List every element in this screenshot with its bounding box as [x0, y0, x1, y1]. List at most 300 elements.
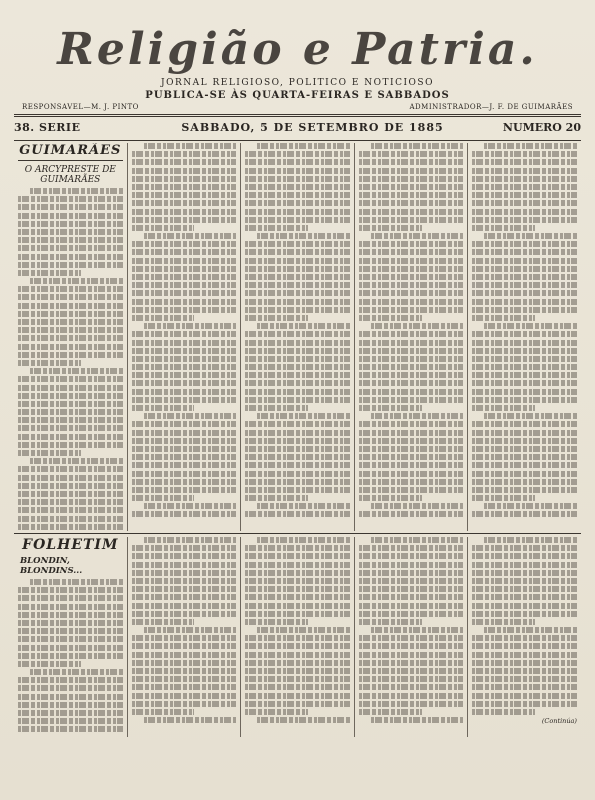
text-line [245, 168, 350, 174]
text-line [132, 225, 195, 231]
text-line [144, 537, 237, 543]
text-line [245, 676, 350, 682]
text-line [359, 274, 464, 280]
text-line [257, 717, 350, 723]
text-line [132, 331, 237, 337]
text-line [132, 693, 237, 699]
text-line [245, 511, 350, 517]
text-line [245, 200, 350, 206]
text-line [472, 586, 577, 592]
text-line [472, 380, 577, 386]
text-line [245, 693, 350, 699]
text-line [484, 537, 577, 543]
text-line [359, 479, 464, 485]
text-line [371, 143, 464, 149]
text-line [472, 299, 577, 305]
text-line [257, 323, 350, 329]
text-line [18, 262, 123, 268]
text-line [472, 643, 577, 649]
text-line [359, 454, 464, 460]
text-line [18, 466, 123, 472]
text-line [359, 184, 464, 190]
text-line [132, 570, 237, 576]
text-line [472, 668, 577, 674]
text-line [359, 258, 464, 264]
publication-schedule: PUBLICA-SE ÀS QUARTA-FEIRAS E SABBADOS [145, 90, 450, 101]
text-line [359, 225, 422, 231]
text-line [245, 372, 350, 378]
text-line [359, 709, 422, 715]
text-line [30, 188, 123, 194]
text-line [359, 217, 464, 223]
text-line [472, 619, 535, 625]
text-line [132, 348, 237, 354]
text-line [18, 254, 123, 260]
text-line [132, 545, 237, 551]
text-line [18, 196, 123, 202]
feuilleton-body-1 [18, 579, 123, 732]
text-line [371, 627, 464, 633]
text-line [132, 553, 237, 559]
text-line [132, 307, 237, 313]
text-line [359, 421, 464, 427]
text-line [18, 499, 123, 505]
text-line [371, 233, 464, 239]
text-line [472, 660, 577, 666]
text-line [245, 578, 350, 584]
text-line [18, 483, 123, 489]
text-line [472, 570, 577, 576]
text-line [245, 348, 350, 354]
text-line [30, 458, 123, 464]
text-line [144, 717, 237, 723]
text-line [359, 159, 464, 165]
text-line [18, 335, 123, 341]
section-heading-local: GUIMARÃES [18, 143, 123, 161]
text-line [371, 413, 464, 419]
feuilleton-body-5 [472, 537, 577, 715]
issue-rule [14, 140, 581, 141]
text-line [359, 380, 464, 386]
text-line [132, 184, 237, 190]
text-line [245, 652, 350, 658]
text-line [484, 413, 577, 419]
text-line [18, 434, 123, 440]
text-line [359, 151, 464, 157]
text-line [144, 627, 237, 633]
text-line [245, 562, 350, 568]
text-line [472, 438, 577, 444]
text-line [359, 372, 464, 378]
text-line [359, 660, 464, 666]
text-line [132, 471, 237, 477]
column-1 [14, 143, 127, 531]
text-line [18, 393, 123, 399]
text-line [359, 553, 464, 559]
article-body-5 [472, 143, 577, 517]
newspaper-subtitle: JORNAL RELIGIOSO, POLITICO E NOTICIOSO [161, 78, 434, 88]
text-line [18, 204, 123, 210]
text-line [132, 340, 237, 346]
text-line [484, 503, 577, 509]
text-line [472, 454, 577, 460]
text-line [245, 487, 350, 493]
text-line [472, 168, 577, 174]
text-line [245, 397, 350, 403]
text-line [359, 594, 464, 600]
text-line [359, 430, 464, 436]
text-line [472, 266, 577, 272]
text-line [472, 511, 577, 517]
text-line [18, 612, 123, 618]
text-line [132, 200, 237, 206]
text-line [18, 417, 123, 423]
article-body-2 [132, 143, 237, 517]
text-line [18, 221, 123, 227]
text-line [245, 446, 350, 452]
issue-serie: 38. SERIE [14, 120, 81, 134]
text-line [359, 331, 464, 337]
text-line [472, 487, 577, 493]
text-line [18, 401, 123, 407]
text-line [245, 430, 350, 436]
issue-bar [14, 117, 581, 137]
text-line [472, 562, 577, 568]
text-line [359, 619, 422, 625]
text-line [245, 611, 350, 617]
text-line [359, 495, 422, 501]
text-line [132, 462, 237, 468]
text-line [18, 604, 123, 610]
text-line [472, 462, 577, 468]
text-line [245, 299, 350, 305]
text-line [245, 635, 350, 641]
text-line [472, 693, 577, 699]
masthead-rule [14, 114, 581, 115]
text-line [18, 385, 123, 391]
text-line [132, 356, 237, 362]
text-line [245, 553, 350, 559]
text-line [132, 562, 237, 568]
text-line [245, 290, 350, 296]
text-line [132, 438, 237, 444]
text-line [359, 356, 464, 362]
text-line [132, 594, 237, 600]
text-line [359, 200, 464, 206]
text-line [18, 491, 123, 497]
text-line [132, 364, 237, 370]
text-line [18, 311, 123, 317]
text-line [18, 645, 123, 651]
text-line [359, 364, 464, 370]
text-line [472, 684, 577, 690]
text-line [132, 430, 237, 436]
text-line [18, 653, 123, 659]
administrator: ADMINISTRADOR—J. F. DE GUIMARÃES [409, 103, 573, 111]
text-line [18, 245, 123, 251]
text-line [472, 553, 577, 559]
text-line [359, 266, 464, 272]
text-line [472, 151, 577, 157]
text-line [245, 209, 350, 215]
text-line [472, 274, 577, 280]
text-line [18, 286, 123, 292]
text-line [245, 356, 350, 362]
text-line [132, 635, 237, 641]
text-line [132, 258, 237, 264]
article-body-4 [359, 143, 464, 517]
text-line [472, 307, 577, 313]
text-line [359, 545, 464, 551]
text-line [18, 352, 123, 358]
newspaper-title: Religião e Patria. [57, 24, 538, 75]
text-line [359, 693, 464, 699]
text-line [30, 368, 123, 374]
text-line [245, 701, 350, 707]
text-line [245, 421, 350, 427]
feuilleton-body-2 [132, 537, 237, 723]
text-line [132, 479, 237, 485]
text-line [245, 241, 350, 247]
text-line [144, 323, 237, 329]
text-line [132, 446, 237, 452]
text-line [132, 282, 237, 288]
text-line [132, 168, 237, 174]
text-line [472, 209, 577, 215]
text-line [144, 143, 237, 149]
staff-row [14, 103, 581, 111]
text-line [472, 603, 577, 609]
text-line [132, 266, 237, 272]
masthead [14, 24, 581, 111]
text-line [472, 611, 577, 617]
text-line [18, 409, 123, 415]
text-line [18, 327, 123, 333]
text-line [18, 237, 123, 243]
text-line [18, 344, 123, 350]
text-line [359, 192, 464, 198]
text-line [245, 479, 350, 485]
feuilleton-heading: FOLHETIM [22, 537, 119, 553]
upper-columns [14, 143, 581, 531]
text-line [359, 578, 464, 584]
text-line [18, 425, 123, 431]
text-line [472, 241, 577, 247]
text-line [359, 462, 464, 468]
text-line [472, 389, 577, 395]
column-3 [240, 143, 354, 531]
text-line [132, 405, 195, 411]
text-line [359, 611, 464, 617]
text-line [132, 274, 237, 280]
text-line [144, 233, 237, 239]
text-line [257, 537, 350, 543]
responsible-editor: RESPONSAVEL—M. J. PINTO [22, 103, 139, 111]
text-line [359, 676, 464, 682]
text-line [132, 217, 237, 223]
text-line [472, 578, 577, 584]
text-line [132, 290, 237, 296]
text-line [245, 603, 350, 609]
text-line [472, 479, 577, 485]
text-line [132, 511, 237, 517]
lower-columns [14, 533, 581, 737]
text-line [132, 397, 237, 403]
issue-date: SABBADO, 5 DE SETEMBRO DE 1885 [181, 120, 444, 134]
text-line [245, 307, 350, 313]
text-line [30, 278, 123, 284]
text-line [245, 249, 350, 255]
text-line [472, 594, 577, 600]
text-line [472, 430, 577, 436]
text-line [18, 726, 123, 732]
column-5 [467, 143, 581, 531]
text-line [359, 249, 464, 255]
text-line [132, 315, 195, 321]
text-line [359, 290, 464, 296]
text-line [245, 668, 350, 674]
text-line [132, 159, 237, 165]
text-line [484, 627, 577, 633]
text-line [472, 184, 577, 190]
text-line [18, 376, 123, 382]
text-line [245, 364, 350, 370]
text-line [132, 241, 237, 247]
text-line [245, 389, 350, 395]
text-line [472, 372, 577, 378]
text-line [245, 495, 308, 501]
text-line [18, 702, 123, 708]
text-line [359, 241, 464, 247]
text-line [245, 594, 350, 600]
feuilleton-body-4 [359, 537, 464, 723]
text-line [18, 516, 123, 522]
text-line [245, 274, 350, 280]
article-body-3 [245, 143, 350, 517]
text-line [359, 570, 464, 576]
text-line [359, 168, 464, 174]
text-line [18, 450, 81, 456]
text-line [132, 603, 237, 609]
text-line [132, 643, 237, 649]
text-line [18, 475, 123, 481]
text-line [132, 660, 237, 666]
text-line [132, 684, 237, 690]
feuilleton-column-4 [354, 537, 468, 737]
text-line [245, 684, 350, 690]
text-line [132, 709, 195, 715]
text-line [472, 709, 535, 715]
text-line [371, 503, 464, 509]
text-line [472, 225, 535, 231]
issue-number: NUMERO 20 [502, 120, 581, 134]
feuilleton-column-1 [14, 537, 127, 737]
text-line [359, 405, 422, 411]
text-line [245, 217, 350, 223]
text-line [359, 299, 464, 305]
text-line [18, 685, 123, 691]
text-line [472, 545, 577, 551]
text-line [245, 709, 308, 715]
text-line [472, 397, 577, 403]
text-line [359, 307, 464, 313]
text-line [132, 586, 237, 592]
text-line [472, 676, 577, 682]
text-line [484, 323, 577, 329]
text-line [18, 319, 123, 325]
text-line [257, 233, 350, 239]
text-line [371, 323, 464, 329]
text-line [359, 397, 464, 403]
text-line [18, 718, 123, 724]
text-line [245, 282, 350, 288]
feuilleton-column-2 [127, 537, 241, 737]
text-line [245, 471, 350, 477]
text-line [359, 586, 464, 592]
text-line [472, 364, 577, 370]
text-line [245, 176, 350, 182]
article-title: O ARCYPRESTE DE GUIMARÃES [24, 165, 116, 185]
feuilleton-title: BLONDIN, BLONDINS... [20, 556, 83, 576]
text-line [359, 562, 464, 568]
text-line [472, 495, 535, 501]
text-line [18, 595, 123, 601]
text-line [359, 282, 464, 288]
text-line [245, 570, 350, 576]
text-line [359, 487, 464, 493]
text-line [132, 421, 237, 427]
text-line [30, 669, 123, 675]
text-line [30, 579, 123, 585]
text-line [472, 652, 577, 658]
column-2 [127, 143, 241, 531]
text-line [18, 229, 123, 235]
text-line [245, 619, 308, 625]
text-line [18, 442, 123, 448]
text-line [245, 586, 350, 592]
text-line [245, 660, 350, 666]
text-line [472, 249, 577, 255]
text-line [472, 258, 577, 264]
text-line [132, 454, 237, 460]
text-line [18, 360, 81, 366]
text-line [245, 184, 350, 190]
text-line [472, 348, 577, 354]
text-line [359, 511, 464, 517]
article-body-1 [18, 188, 123, 530]
text-line [472, 290, 577, 296]
text-line [132, 372, 237, 378]
text-line [484, 143, 577, 149]
text-line [472, 200, 577, 206]
text-line [132, 249, 237, 255]
continued-note: (Continúa) [541, 717, 577, 726]
text-line [371, 537, 464, 543]
text-line [472, 405, 535, 411]
text-line [472, 446, 577, 452]
text-line [472, 356, 577, 362]
feuilleton-column-5 [467, 537, 581, 737]
text-line [245, 340, 350, 346]
text-line [245, 331, 350, 337]
text-line [359, 438, 464, 444]
text-line [359, 348, 464, 354]
text-line [359, 176, 464, 182]
text-line [359, 603, 464, 609]
text-line [18, 677, 123, 683]
text-line [132, 176, 237, 182]
text-line [132, 299, 237, 305]
